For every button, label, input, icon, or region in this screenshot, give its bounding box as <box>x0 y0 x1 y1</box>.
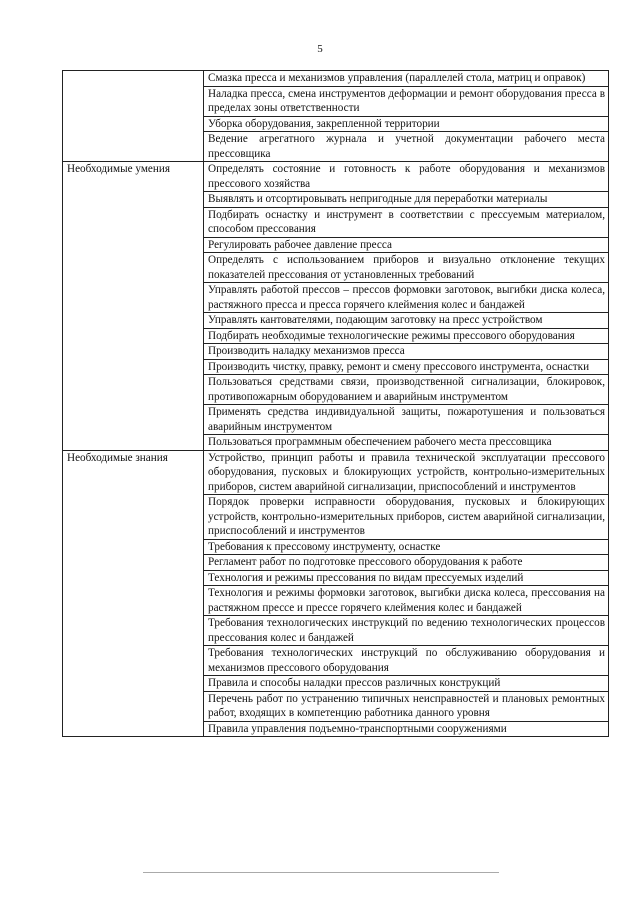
section-item: Производить наладку механизмов пресса <box>204 344 609 360</box>
page-number: 5 <box>317 43 323 55</box>
section-item: Технология и режимы прессования по видам прессуемых изделий <box>204 570 609 586</box>
table-row <box>63 450 609 495</box>
section-item: Выявлять и отсортировывать непригодные для переработки материалы <box>204 192 609 208</box>
section-item: Пользоваться средствами связи, производственной сигнализации, блокировок, противопожарным оборудованием и аварийным инструментом <box>204 375 609 405</box>
section-item: Порядок проверки исправности оборудования, пусковых и блокирующих устройств, контрольно-измерительных приборов, систем аварийной сигнализации, приспособлений и инструментов <box>204 495 609 540</box>
section-item: Правила управления подъемно-транспортными сооружениями <box>204 721 609 737</box>
section-item: Подбирать необходимые технологические режимы прессового оборудования <box>204 328 609 344</box>
section-item: Наладка пресса, смена инструментов деформации и ремонт оборудования пресса в пределах зоны ответственности <box>204 86 609 116</box>
section-item: Требования технологических инструкций по обслуживанию оборудования и механизмов прессового оборудования <box>204 646 609 676</box>
section-label: Необходимые умения <box>63 162 204 451</box>
section-item: Определять состояние и готовность к работе оборудования и механизмов прессового хозяйства <box>204 162 609 192</box>
bottom-divider <box>143 872 499 873</box>
section-item: Регулировать рабочее давление пресса <box>204 237 609 253</box>
section-item: Пользоваться программным обеспечением рабочего места прессовщика <box>204 435 609 451</box>
table-row <box>63 162 609 192</box>
section-item: Уборка оборудования, закрепленной территории <box>204 116 609 132</box>
section-item: Управлять работой прессов – прессов формовки заготовок, выгибки диска колеса, растяжного пресса и пресса горячего клеймения колес и бандажей <box>204 283 609 313</box>
section-item: Производить чистку, правку, ремонт и смену прессового инструмента, оснастки <box>204 359 609 375</box>
section-item: Устройство, принцип работы и правила технической эксплуатации прессового оборудования, пусковых и блокирующих устройств, контрольно-измерительных приборов, систем аварийной сигнализации, приспособлений и инструментов <box>204 450 609 495</box>
section-item: Требования к прессовому инструменту, оснастке <box>204 539 609 555</box>
section-label <box>63 71 204 162</box>
section-item: Определять с использованием приборов и визуально отклонение текущих показателей прессования от установленных требований <box>204 253 609 283</box>
section-item: Регламент работ по подготовке прессового оборудования к работе <box>204 555 609 571</box>
competency-table <box>62 70 609 737</box>
section-item: Смазка пресса и механизмов управления (параллелей стола, матриц и оправок) <box>204 71 609 87</box>
section-item: Перечень работ по устранению типичных неисправностей и плановых ремонтных работ, входящих в компетенцию работника данного уровня <box>204 691 609 721</box>
section-item: Требования технологических инструкций по ведению технологических процессов прессования колес и бандажей <box>204 616 609 646</box>
section-item: Подбирать оснастку и инструмент в соответствии с прессуемым материалом, способом прессования <box>204 207 609 237</box>
section-label: Необходимые знания <box>63 450 204 737</box>
section-item: Технология и режимы формовки заготовок, выгибки диска колеса, прессования на растяжном прессе и прессе горячего клеймения колес и бандажей <box>204 586 609 616</box>
competency-table-body <box>63 71 609 737</box>
section-item: Управлять кантователями, подающим заготовку на пресс устройством <box>204 313 609 329</box>
section-item: Правила и способы наладки прессов различных конструкций <box>204 676 609 692</box>
table-row <box>63 71 609 87</box>
section-item: Ведение агрегатного журнала и учетной документации рабочего места прессовщика <box>204 132 609 162</box>
section-item: Применять средства индивидуальной защиты, пожаротушения и пользоваться аварийным инструментом <box>204 405 609 435</box>
